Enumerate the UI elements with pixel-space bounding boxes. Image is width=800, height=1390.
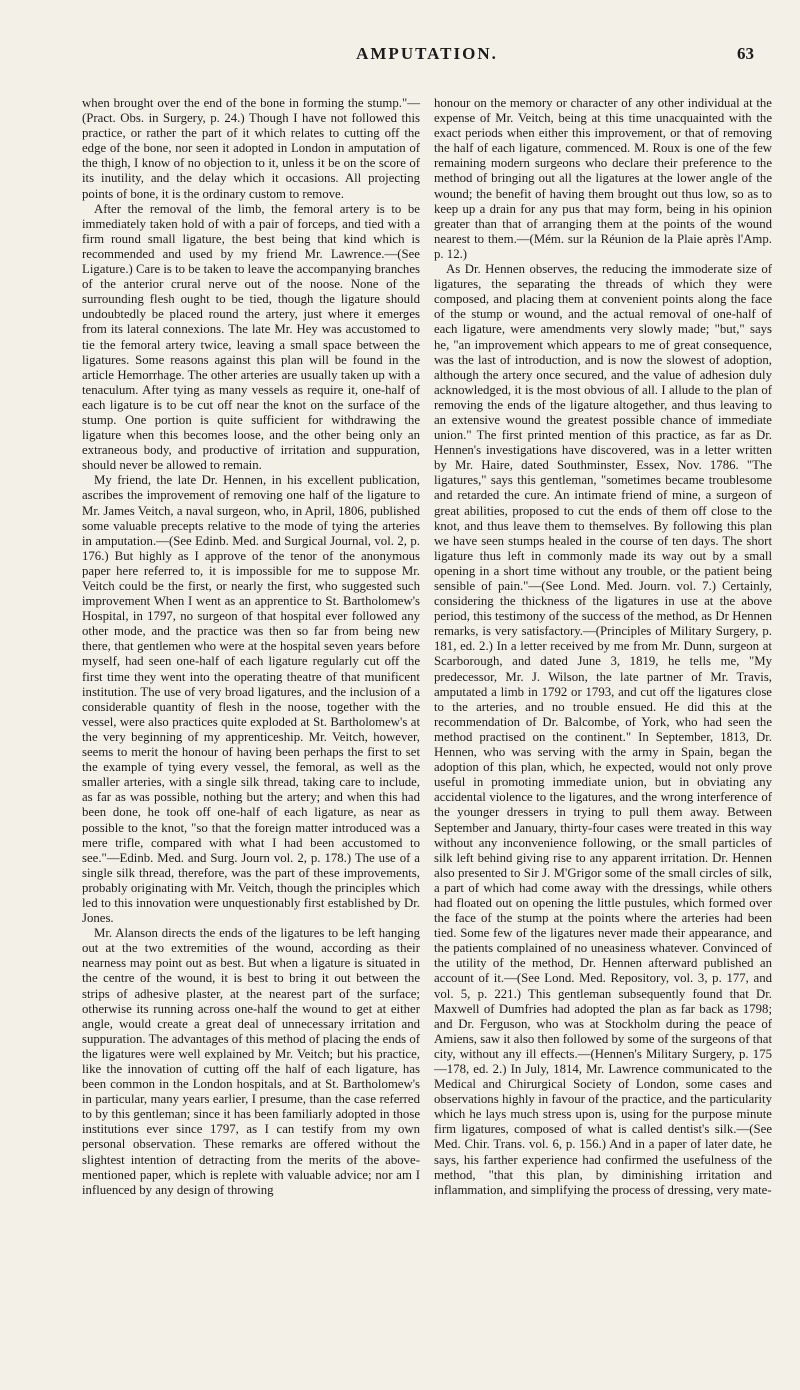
- running-title: AMPUTATION.: [356, 44, 498, 63]
- paragraph: when brought over the end of the bone in forming the stump."—(Pract. Obs. in Surgery, p. 24.) Though I have not followed this practice, or rather the part of it which relates to cutting off the edge of the bone, nor seen it adopted in London in amputation of the thigh, I know of no objection to it, unless it be on the score of its inutility, and the delay which it occasions. All projecting points of bone, it is the ordinary custom to remove.: [82, 96, 420, 201]
- right-column: [434, 96, 772, 1198]
- page-number: 63: [737, 44, 754, 63]
- left-column: [82, 96, 420, 1198]
- paragraph: honour on the memory or character of any other individual at the expense of Mr. Veitch, being at this time unacquainted with the exact periods when either this improvement, or that of removing the half of each ligature, commenced. M. Roux is one of the few remaining modern surgeons who declare their preference to the method of bringing out all the ligatures at the lower angle of the wound; the benefit of having them brought out thus low, so as to keep up a drain for any pus that may form, being in his opinion greater than that of arranging them at the points of the wound nearest to them.—(Mém. sur la Réunion de la Plaie après l'Amp. p. 12.): [434, 96, 772, 261]
- paragraph: As Dr. Hennen observes, the reducing the immoderate size of ligatures, the separating the threads of which they were composed, and placing them at convenient points along the face of the stump or wound, and the actual removal of one-half of each ligature, were amendments very slowly made; "but," says he, "an improvement which appears to me of great consequence, was the last of introduction, and is now the slowest of adoption, although the artery once secured, and the value of adhesion duly acknowledged, it is the most obvious of all. I allude to the plan of removing the ends of the ligature altogether, and thus leaving to an extensive wound the greatest possible chance of immediate union." The first printed mention of this practice, as far as Dr. Hennen's investigations have discovered, was in a letter written by Mr. Haire, dated Southminster, Essex, Nov. 1786. "The ligatures," says this gentleman, "sometimes became troublesome and retarded the cure. An intimate friend of mine, a surgeon of great abilities, proposed to cut the ends of them off close to the knot, and thus leave them to themselves. By following this plan we have seen stumps healed in the course of ten days. The short ligature thus left in commonly made its way out by a small opening in a short time without any trouble, or the patient being sensible of pain."—(See Lond. Med. Journ. vol. 7.) Certainly, considering the thickness of the ligatures in use at the above period, this testimony of the success of the method, as Dr Hennen remarks, is very satisfactory.—(Principles of Military Surgery, p. 181, ed. 2.) In a letter received by me from Mr. Dunn, surgeon at Scarborough, and dated June 3, 1819, he tells me, "My predecessor, Mr. J. Wilson, the late partner of Mr. Travis, amputated a limb in 1792 or 1793, and cut off the ligatures close to the arteries, and no trouble ensued. He did this at the recommendation of Dr. Balcombe, of York, who had seen the method practised on the continent." In September, 1813, Dr. Hennen, who was serving with the army in Spain, began the adoption of this plan, which, he expected, would not only prove useful in promoting immediate union, but in obviating any accidental violence to the ligatures, and the wrong interference of the younger dressers in trying to pull them away. Between September and January, thirty-four cases were treated in this way without any inconvenience following, or the small particles of silk left behind giving rise to any apparent irritation. Dr. Hennen also presented to Sir J. M'Grigor some of the small circles of silk, a part of which had come away with the dressings, while others had floated out on opening the little pustules, which formed over the face of the stump at the points where the arteries had been tied. Some few of the ligatures never made their appearance, and the patients complained of no uneasiness whatever. Convinced of the utility of the method, Dr. Hennen afterward published an account of it.—(See Lond. Med. Repository, vol. 3, p. 177, and vol. 5, p. 221.) This gentleman subsequently found that Dr. Maxwell of Dumfries had adopted the plan as far back as 1798; and Dr. Ferguson, who was at Stockholm during the peace of Amiens, saw it also then followed by some of the surgeons of that city, without any ill effects.—(Hennen's Military Surgery, p. 175—178, ed. 2.) In July, 1814, Mr. Lawrence communicated to the Medical and Chirurgical Society of London, some cases and observations highly in favour of the practice, and the particularity which he lays much stress upon is, using for the purpose minute firm ligatures, composed of what is called dentist's silk.—(See Med. Chir. Trans. vol. 6, p. 156.) And in a paper of later date, he says, his farther experience had confirmed the usefulness of the method, "that this plan, by diminishing irritation and inflammation, and simplifying the process of dressing, very mate-: [434, 262, 772, 1197]
- paragraph: After the removal of the limb, the femoral artery is to be immediately taken hold of with a pair of forceps, and tied with a firm round small ligature, the best being that kind which is recommended and used by my friend Mr. Lawrence.—(See Ligature.) Care is to be taken to leave the accompanying branches of the anterior crural nerve out of the noose. None of the surrounding flesh ought to be tied, though the ligature should undoubtedly be placed round the artery, just where it emerges from its lateral connexions. The late Mr. Hey was accustomed to tie the femoral artery twice, leaving a small space between the ligatures. Some reasons against this plan will be found in the article Hemorrhage. The other arteries are usually taken up with a tenaculum. After tying as many vessels as require it, one-half of each ligature is to be cut off near the knot on the surface of the stump. One portion is quite sufficient for withdrawing the ligature when this becomes loose, and the other being only an extraneous body, and productive of irritation and suppuration, should never be allowed to remain.: [82, 201, 420, 473]
- paragraph: My friend, the late Dr. Hennen, in his excellent publication, ascribes the improvement of removing one half of the ligature to Mr. James Veitch, a naval surgeon, who, in April, 1806, published some valuable precepts relative to the mode of tying the arteries in amputation.—(See Edinb. Med. and Surgical Journal, vol. 2, p. 176.) But highly as I approve of the tenor of the anonymous paper here referred to, it is impossible for me to suppose Mr. Veitch could be the first, or nearly the first, who suggested such improvement When I went as an apprentice to St. Bartholomew's Hospital, in 1797, no surgeon of that hospital ever followed any other mode, and the practice was then so far from being new there, that gentlemen who were at the hospital seven years before myself, had seen one-half of each ligature regularly cut off the first time they went into the operating theatre of that munificent institution. The use of very broad ligatures, and the inclusion of a considerable quantity of flesh in the noose, together with the vessel, were also practices quite exploded at St. Bartholomew's at the very beginning of my apprenticeship. Mr. Veitch, however, seems to merit the honour of having been perhaps the first to set the example of tying every vessel, the femoral, as well as the smaller arteries, with a single silk thread, taking care to include, as far as was possible, nothing but the artery; and when this had been done, he took off one-half of each ligature, as near as possible to the knot, "so that the foreign matter introduced was a mere trifle, compared with what I had been accustomed to see."—Edinb. Med. and Surg. Journ vol. 2, p. 178.) The use of a single silk thread, therefore, was the part of these improvements, probably originating with Mr. Veitch, though the principles which led to this innovation were unquestionably first established by Dr. Jones.: [82, 473, 420, 926]
- paragraph: Mr. Alanson directs the ends of the ligatures to be left hanging out at the two extremities of the wound, according as their nearness may point out as best. But when a ligature is situated in the centre of the wound, it is best to bring it out between the strips of adhesive plaster, at the nearest part of the surface; otherwise its running across one-half the wound to get at either angle, would create a great deal of unnecessary irritation and suppuration. The advantages of this method of placing the ends of the ligatures were well explained by Mr. Veitch; but his practice, like the innovation of cutting off the half of each ligature, has been common in the London hospitals, and at St. Bartholomew's in particular, many years earlier, I presume, than the case referred to by this gentleman; since it has been familiarly adopted in those institutions ever since 1797, as I can testify from my own personal observation. These remarks are offered without the slightest intention of detracting from the merits of the above-mentioned paper, which is replete with valuable advice; nor am I influenced by any design of throwing: [82, 926, 420, 1197]
- running-head: [82, 0, 772, 96]
- text-columns: [82, 96, 772, 1198]
